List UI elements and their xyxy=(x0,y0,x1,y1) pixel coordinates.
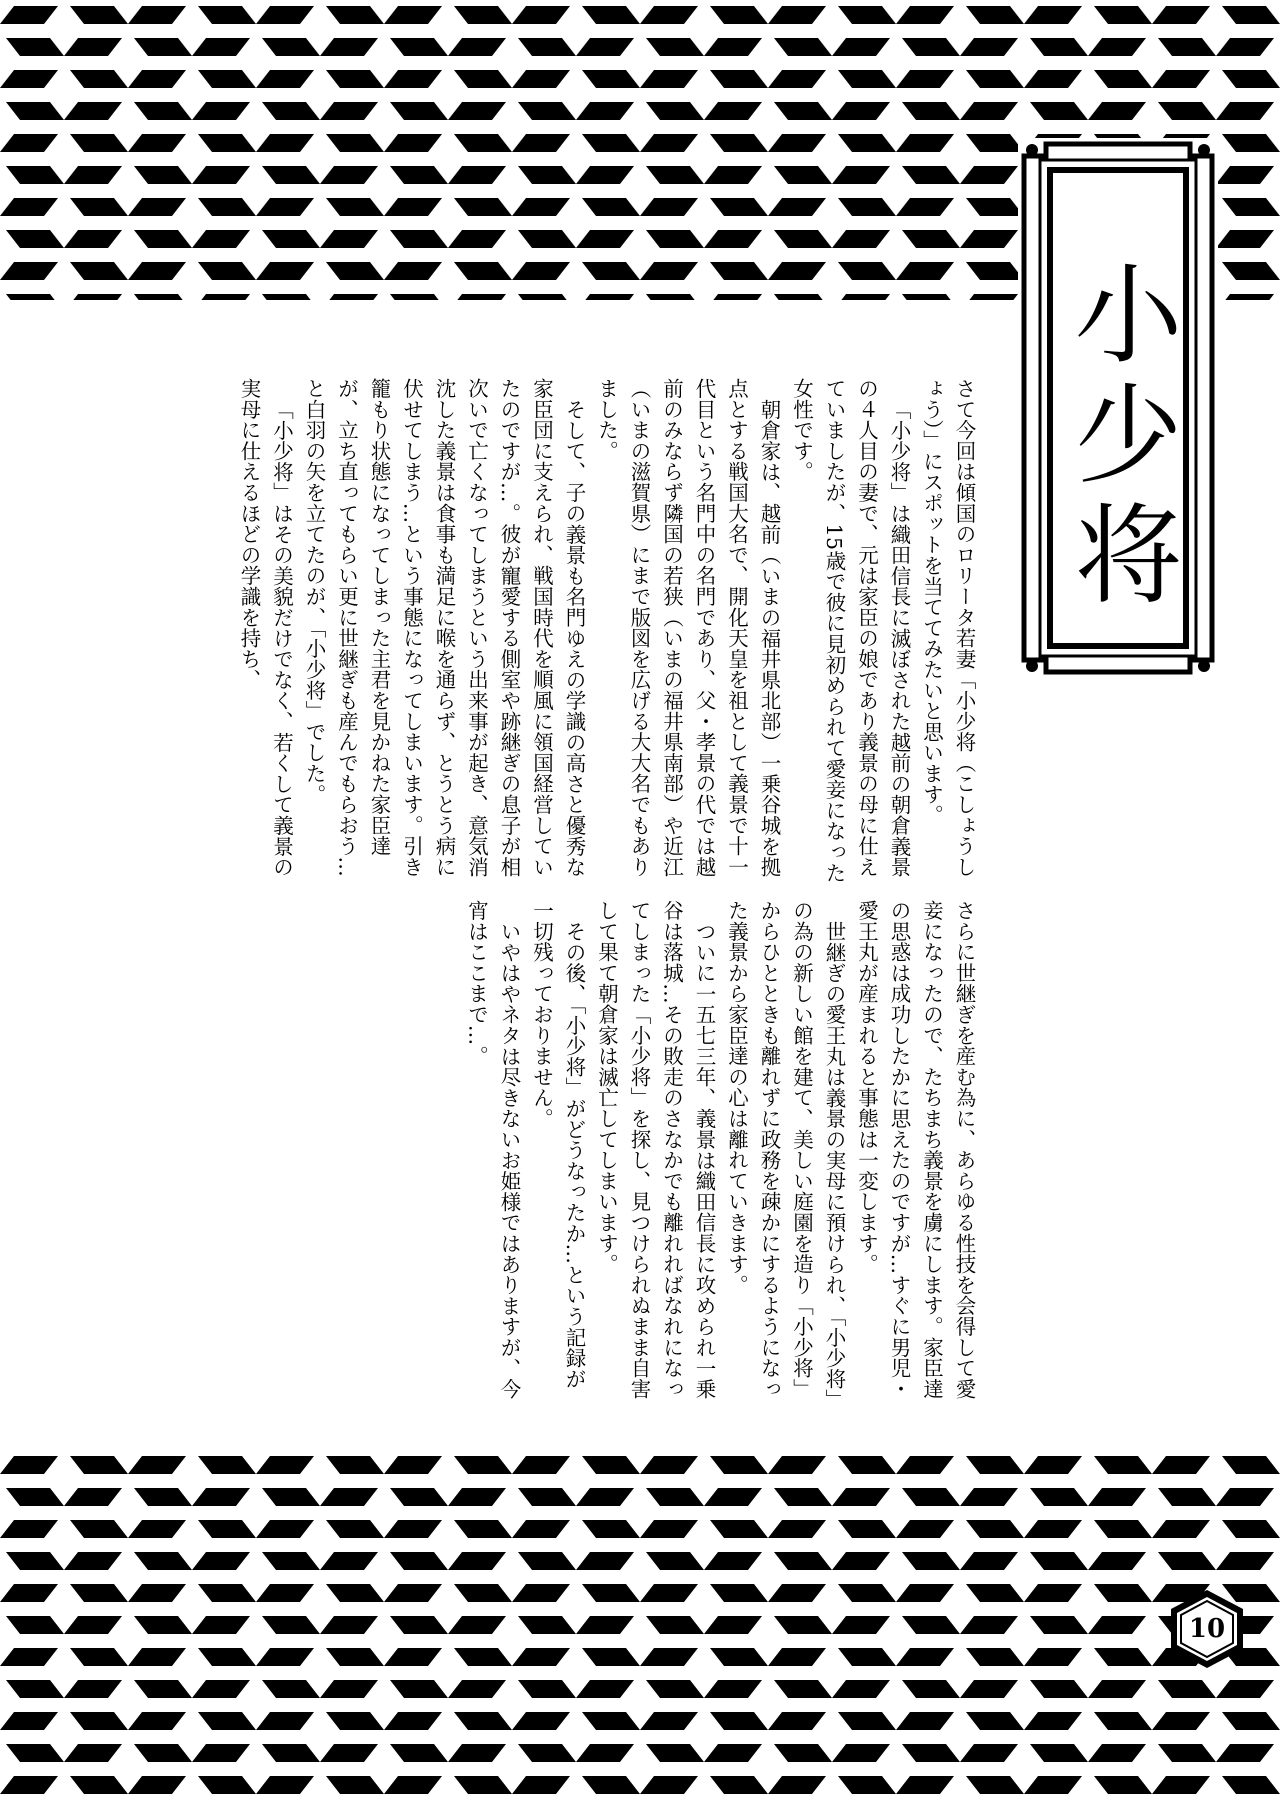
paragraph: いやはやネタは尽きないお姫様ではありますが、今宵はここまで…。 xyxy=(464,900,521,1399)
paragraph: そして、子の義景も名門ゆえの学識の高さと優秀な家臣団に支えられ、戦国時代を順風に領国経営していたのですが…。彼が寵愛する側室や跡継ぎの息子が相次いで亡くなってしまうという出来事が起き、意気消沈した義景は食事も満足に喉を通らず、とうとう病に伏せてしまう…という事態になってしまいます。引き籠もり状態になってしまった主君を見かねた家臣達が、立ち直ってもらい更に世継ぎも産んでもらおう…と白羽の矢を立てたのが、「小少将」でした。 xyxy=(302,378,586,878)
paragraph: 「小少将」は織田信長に滅ぼされた越前の朝倉義景の４人目の妻で、元は家臣の娘であり義景の母に仕えていましたが、15歳で彼に見初められて愛妾になった女性です。 xyxy=(789,378,911,884)
woven-pattern-bottom xyxy=(0,1450,1280,1807)
title-frame xyxy=(1018,138,1218,678)
page-number: 10 xyxy=(1188,1614,1226,1644)
paragraph: 世継ぎの愛王丸は義景の実母に預けられ、「小少将」の為の新しい館を建て、美しい庭園を造り「小少将」からひとときも離れずに政務を疎かにするようになった義景から家臣達の心は離れていきます。 xyxy=(724,900,846,1400)
paragraph: さらに世継ぎを産む為に、あらゆる性技を会得して愛妾になったので、たちまち義景を虜にします。家臣達の思惑は成功したかに思えたのですが…すぐに男児・愛王丸が産まれると事態は一変します。 xyxy=(854,900,976,1400)
paragraph: 「小少将」はその美貌だけでなく、若くして義景の実母に仕えるほどの学識を持ち、 xyxy=(237,378,294,877)
paragraph: 朝倉家は、越前（いまの福井県北部）一乗谷城を拠点とする戦国大名で、開化天皇を祖として義景で十一代目という名門中の名門であり、父・孝景の代では越前のみならず隣国の若狭（いまの福井県南部）や近江（いまの滋賀県）にまで版図を広げる大大名でもありました。 xyxy=(594,378,781,878)
paragraph: さて今回は傾国のロリータ若妻「小少将（こしょうしょう）」にスポットを当ててみたいと思います。 xyxy=(919,378,976,878)
page-title: 小少将 xyxy=(1056,258,1181,618)
page-number-badge xyxy=(1166,1588,1248,1670)
paragraph: ついに一五七三年、義景は織田信長に攻められ一乗谷は落城…その敗走のさなかでも離れればなれになってしまった「小少将」を探し、見つけられぬまま自害して果て朝倉家は滅亡してしまいます。 xyxy=(594,900,716,1400)
article-text-upper xyxy=(120,378,980,888)
paragraph: その後、「小少将」がどうなったか…という記録が一切残っておりません。 xyxy=(529,900,586,1389)
article-text-lower xyxy=(380,900,980,1400)
bottom-pattern-band xyxy=(0,1450,1280,1807)
